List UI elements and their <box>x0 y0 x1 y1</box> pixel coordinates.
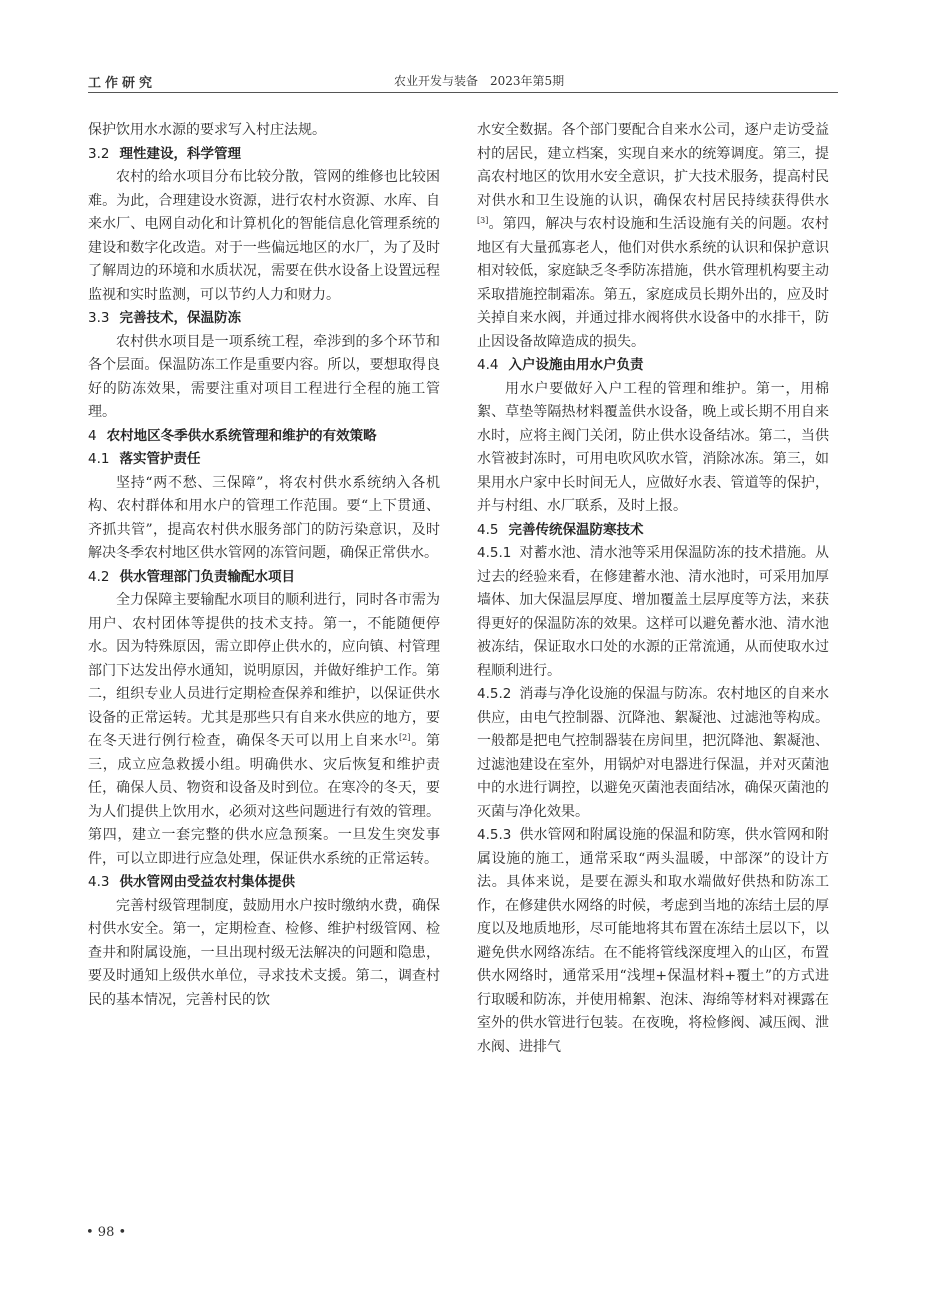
section-heading-4-5: 4.5 完善传统保温防寒技术 <box>477 521 644 538</box>
subsection-4-5-2: 4.5.2 消毒与净化设施的保温与防冻。农村地区的自来水供应，由电气控制器、沉降池、絮凝池、过滤池等构成。一般都是把电气控制器装在房间里，把沉降池、絮凝池、过滤池建设在室外，用锅炉对电器进行保温，并对灭菌池中的水进行调控，以避免灭菌池表面结冰，确保灭菌池的灭菌与净化效果。 <box>477 686 829 820</box>
left-column <box>88 119 440 1012</box>
paragraph: 坚持“两不愁、三保障”，将农村供水系统纳入各机构、农村群体和用水户的管理工作范围。要“上下贯通、齐抓共管”，提高农村供水服务部门的防污染意识，及时解决冬季农村地区供水管网的冻管问题，确保正常供水。 <box>88 474 440 561</box>
paragraph: 农村供水项目是一项系统工程，牵涉到的多个环节和各个层面。保温防冻工作是重要内容。所以，要想取得良好的防冻效果，需要注重对项目工程进行全程的施工管理。 <box>88 333 440 420</box>
paragraph: 水安全数据。各个部门要配合自来水公司，逐户走访受益村的居民，建立档案，实现自来水的统筹调度。第三，提高农村地区的饮用水安全意识，扩大技术服务，提高村民对供水和卫生设施的认识，确保农村居民持续获得供水[3]。第四，解决与农村设施和生活设施有关的问题。农村地区有大量孤寡老人，他们对供水系统的认识和保护意识相对较低，家庭缺乏冬季防冻措施，供水管理机构要主动采取措施控制霜冻。第五，家庭成员长期外出的，应及时关掉自来水阀，并通过排水阀将供水设备中的水排干，防止因设备故障造成的损失。 <box>477 122 829 350</box>
paragraph: 农村的给水项目分布比较分散，管网的维修也比较困难。为此，合理建设水资源，进行农村水资源、水库、自来水厂、电网自动化和计算机化的智能信息化管理系统的建设和数字化改造。对于一些偏远地区的水厂，为了及时了解周边的环境和水质状况，需要在供水设备上设置远程监视和实时监测，可以节约人力和财力。 <box>88 169 440 303</box>
page-number: • 98 • <box>86 1225 127 1240</box>
subsection-4-5-1: 4.5.1 对蓄水池、清水池等采用保温防冻的技术措施。从过去的经验来看，在修建蓄水池、清水池时，可采用加厚墙体、加大保温层厚度、增加覆盖土层厚度等方法，来获得更好的保温防冻的效果。这样可以避免蓄水池、清水池被冻结，保证取水口处的水源的正常流通，从而使取水过程顺利进行。 <box>477 545 829 679</box>
paragraph: 用水户要做好入户工程的管理和维护。第一，用棉絮、草垫等隔热材料覆盖供水设备，晚上或长期不用自来水时，应将主阀门关闭，防止供水设备结冰。第二，当供水管被封冻时，可用电吹风吹水管，消除冰冻。第三，如果用水户家中长时间无人，应做好水表、管道等的保护，并与村组、水厂联系，及时上报。 <box>477 380 829 514</box>
section-heading-4-2: 4.2 供水管理部门负责输配水项目 <box>88 568 295 585</box>
paragraph: 完善村级管理制度，鼓励用水户按时缴纳水费，确保村供水安全。第一，定期检查、检修、维护村级管网、检查井和附属设施，一旦出现村级无法解决的问题和隐患，要及时通知上级供水单位，寻求技术支援。第二，调查村民的基本情况，完善村民的饮 <box>88 897 440 1008</box>
header-rule <box>88 92 838 93</box>
section-heading-4: 4 农村地区冬季供水系统管理和维护的有效策略 <box>88 427 377 444</box>
section-heading-4-3: 4.3 供水管网由受益农村集体提供 <box>88 874 295 890</box>
citation-ref: [3] <box>477 216 489 225</box>
section-heading-4-1: 4.1 落实管护责任 <box>88 451 201 467</box>
subsection-4-5-3: 4.5.3 供水管网和附属设施的保温和防寒，供水管网和附属设施的施工，通常采取“两头温暖，中部深”的设计方法。具体来说，是要在源头和取水端做好供热和防冻工作，在修建供水网络的时候，考虑到当地的冻结土层的厚度以及地质地形，尽可能地将其布置在冻结土层以下，以避免供水网络冻结。在不能将管线深度埋入的山区，布置供水网络时，通常采用“浅埋+保温材料+覆土”的方式进行取暖和防冻，并使用棉絮、泡沫、海绵等材料对裸露在室外的供水管进行包装。在夜晚，将检修阀、减压阀、泄水阀、进排气 <box>477 827 829 1055</box>
section-label: 工作研究 <box>88 76 157 91</box>
right-column <box>477 119 829 1059</box>
paragraph: 全力保障主要输配水项目的顺利进行，同时各市需为用户、农村团体等提供的技术支持。第一，不能随便停水。因为特殊原因，需立即停止供水的，应向镇、村管理部门下达发出停水通知，说明原因，并做好维护工作。第二，组织专业人员进行定期检查保养和维护，以保证供水设备的正常运转。尤其是那些只有自来水供应的地方，要在冬天进行例行检查，确保冬天可以用上自来水[2]。第三，成立应急救援小组。明确供水、灾后恢复和维护责任，确保人员、物资和设备及时到位。在寒冷的冬天，要为人们提供上饮用水，必须对这些问题进行有效的管理。第四，建立一套完整的供水应急预案。一旦发生突发事件，可以立即进行应急处理，保证供水系统的正常运转。 <box>88 592 441 867</box>
section-heading-3-3: 3.3 完善技术，保温防冻 <box>88 310 241 326</box>
paragraph: 保护饮用水水源的要求写入村庄法规。 <box>88 122 326 138</box>
citation-ref: [2] <box>399 733 411 742</box>
running-header <box>88 72 838 90</box>
journal-info: 农业开发与装备 2023年第5期 <box>394 74 565 88</box>
section-heading-3-2: 3.2 理性建设，科学管理 <box>88 145 241 162</box>
section-heading-4-4: 4.4 入户设施由用水户负责 <box>477 357 644 373</box>
